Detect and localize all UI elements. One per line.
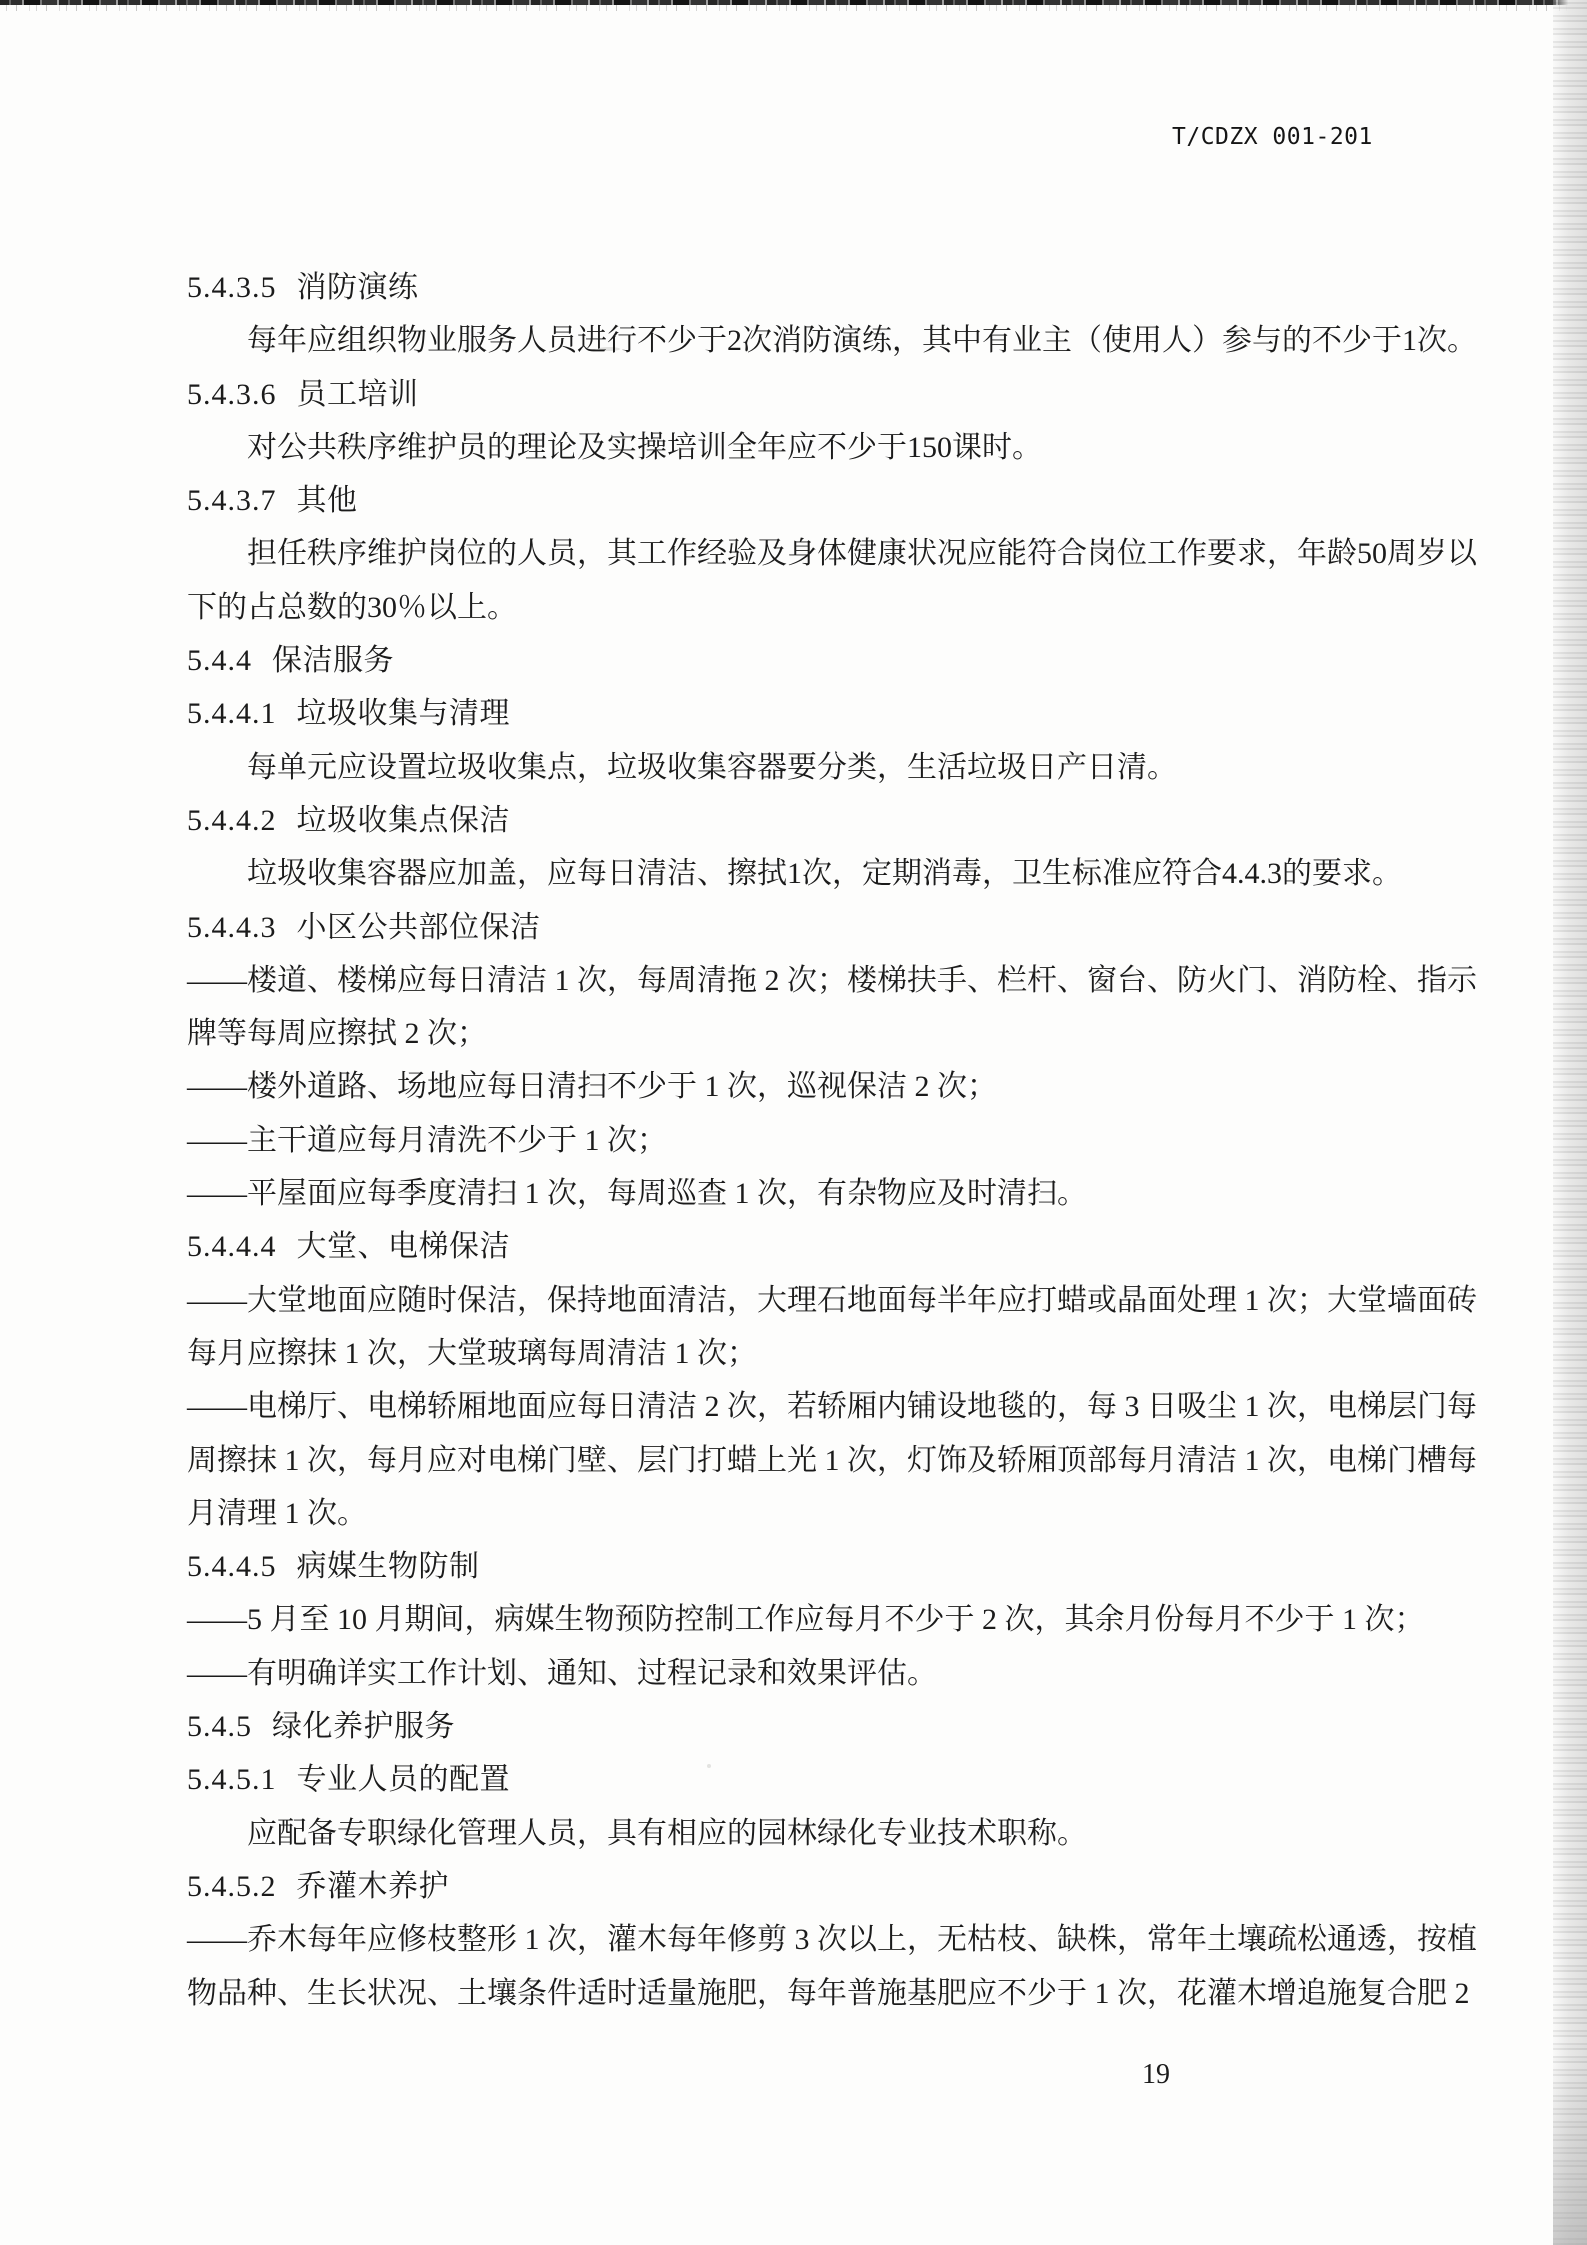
text-line: 物品种、生长状况、土壤条件适时适量施肥，每年普施基肥应不少于 1 次，花灌木增追施复合肥 2 [187,1976,1470,2010]
text-line: 担任秩序维护岗位的人员，其工作经验及身体健康状况应能符合岗位工作要求，年龄50周岁以 [247,537,1477,571]
content-lines [187,261,1477,2020]
scan-artifact-right-bottom-shade [1553,2055,1587,2245]
standard-number-header: T/CDZX 001-201 [1172,124,1373,150]
section-heading [187,901,1473,954]
section-number: 5.4.4.4 [187,1230,277,1264]
text-line: 每月应擦抹 1 次，大堂玻璃每周清洁 1 次； [187,1336,757,1370]
section-title: 大堂、电梯保洁 [296,1230,510,1264]
section-number: 5.4.4.1 [187,697,277,731]
section-number: 5.4.4.3 [187,910,277,944]
section-title: 专业人员的配置 [296,1763,510,1797]
section-title: 消防演练 [296,271,419,304]
text-line: 牌等每周应擦拭 2 次； [187,1017,487,1051]
section-number: 5.4.3.6 [187,377,277,411]
text-line: ——主干道应每月清洗不少于 1 次； [187,1123,667,1157]
section-heading [187,1220,1473,1273]
text-line: ——乔木每年应修枝整形 1 次，灌木每年修剪 3 次以上，无枯枝、缺株，常年土壤疏松通透，按植 [187,1923,1477,1957]
section-heading [187,368,1473,421]
section-number: 5.4.4.2 [187,803,277,837]
section-number: 5.4.3.7 [187,484,277,518]
section-title: 乔灌木养护 [296,1869,449,1903]
section-number: 5.4.3.5 [187,271,277,304]
text-line: ——大堂地面应随时保洁，保持地面清洁，大理石地面每半年应打蜡或晶面处理 1 次；大堂墙面砖 [187,1283,1477,1317]
section-number: 5.4.5.1 [187,1763,277,1797]
text-line: ——有明确详实工作计划、通知、过程记录和效果评估。 [187,1656,937,1690]
text-line: 应配备专职绿化管理人员，具有相应的园林绿化专业技术职称。 [247,1816,1087,1850]
text-line: 每年应组织物业服务人员进行不少于2次消防演练，其中有业主（使用人）参与的不少于1次。 [247,324,1477,358]
section-title: 小区公共部位保洁 [296,910,541,944]
text-line: 垃圾收集容器应加盖，应每日清洁、擦拭1次，定期消毒，卫生标准应符合4.4.3的要求。 [247,857,1402,891]
text-line: ——平屋面应每季度清扫 1 次，每周巡查 1 次，有杂物应及时清扫。 [187,1177,1087,1211]
section-title: 病媒生物防制 [296,1550,480,1584]
page-number: 19 [1142,2059,1170,2090]
section-title: 其他 [296,484,358,518]
section-heading [187,1700,1473,1753]
section-title: 绿化养护服务 [272,1710,455,1744]
section-title: 保洁服务 [272,644,394,678]
text-line: 月清理 1 次。 [187,1496,367,1530]
section-heading [187,794,1473,847]
text-line: 每单元应设置垃圾收集点，垃圾收集容器要分类，生活垃圾日产日清。 [247,750,1177,784]
scan-artifact-top-noise [0,5,1587,11]
section-heading [187,474,1473,527]
section-heading [187,1753,1473,1806]
text-line: ——电梯厅、电梯轿厢地面应每日清洁 2 次，若轿厢内铺设地毯的，每 3 日吸尘 1 次，电梯层门每 [187,1390,1477,1424]
text-line: ——5 月至 10 月期间，病媒生物预防控制工作应每月不少于 2 次，其余月份每月不少于 1 次； [187,1603,1425,1637]
section-number: 5.4.5 [187,1710,252,1744]
text-line: 对公共秩序维护员的理论及实操培训全年应不少于150课时。 [247,430,1042,464]
section-title: 员工培训 [296,377,419,411]
section-heading [187,634,1473,687]
text-line: ——楼外道路、场地应每日清扫不少于 1 次，巡视保洁 2 次； [187,1070,997,1104]
text-line: 周擦抹 1 次，每月应对电梯门壁、层门打蜡上光 1 次，灯饰及轿厢顶部每月清洁 1 次，电梯门槽每 [187,1443,1477,1477]
section-title: 垃圾收集与清理 [296,697,510,731]
section-number: 5.4.4.5 [187,1550,277,1584]
section-heading [187,687,1473,740]
section-heading [187,1860,1473,1913]
section-number: 5.4.5.2 [187,1869,277,1903]
section-title: 垃圾收集点保洁 [296,803,510,837]
section-heading [187,1540,1473,1593]
section-heading [187,261,1473,314]
text-line: ——楼道、楼梯应每日清洁 1 次，每周清拖 2 次；楼梯扶手、栏杆、窗台、防火门、消防栓、指示 [187,963,1477,997]
section-number: 5.4.4 [187,644,252,678]
scan-artifact-right-band [1553,0,1587,2245]
text-line: 下的占总数的30％以上。 [187,590,517,624]
